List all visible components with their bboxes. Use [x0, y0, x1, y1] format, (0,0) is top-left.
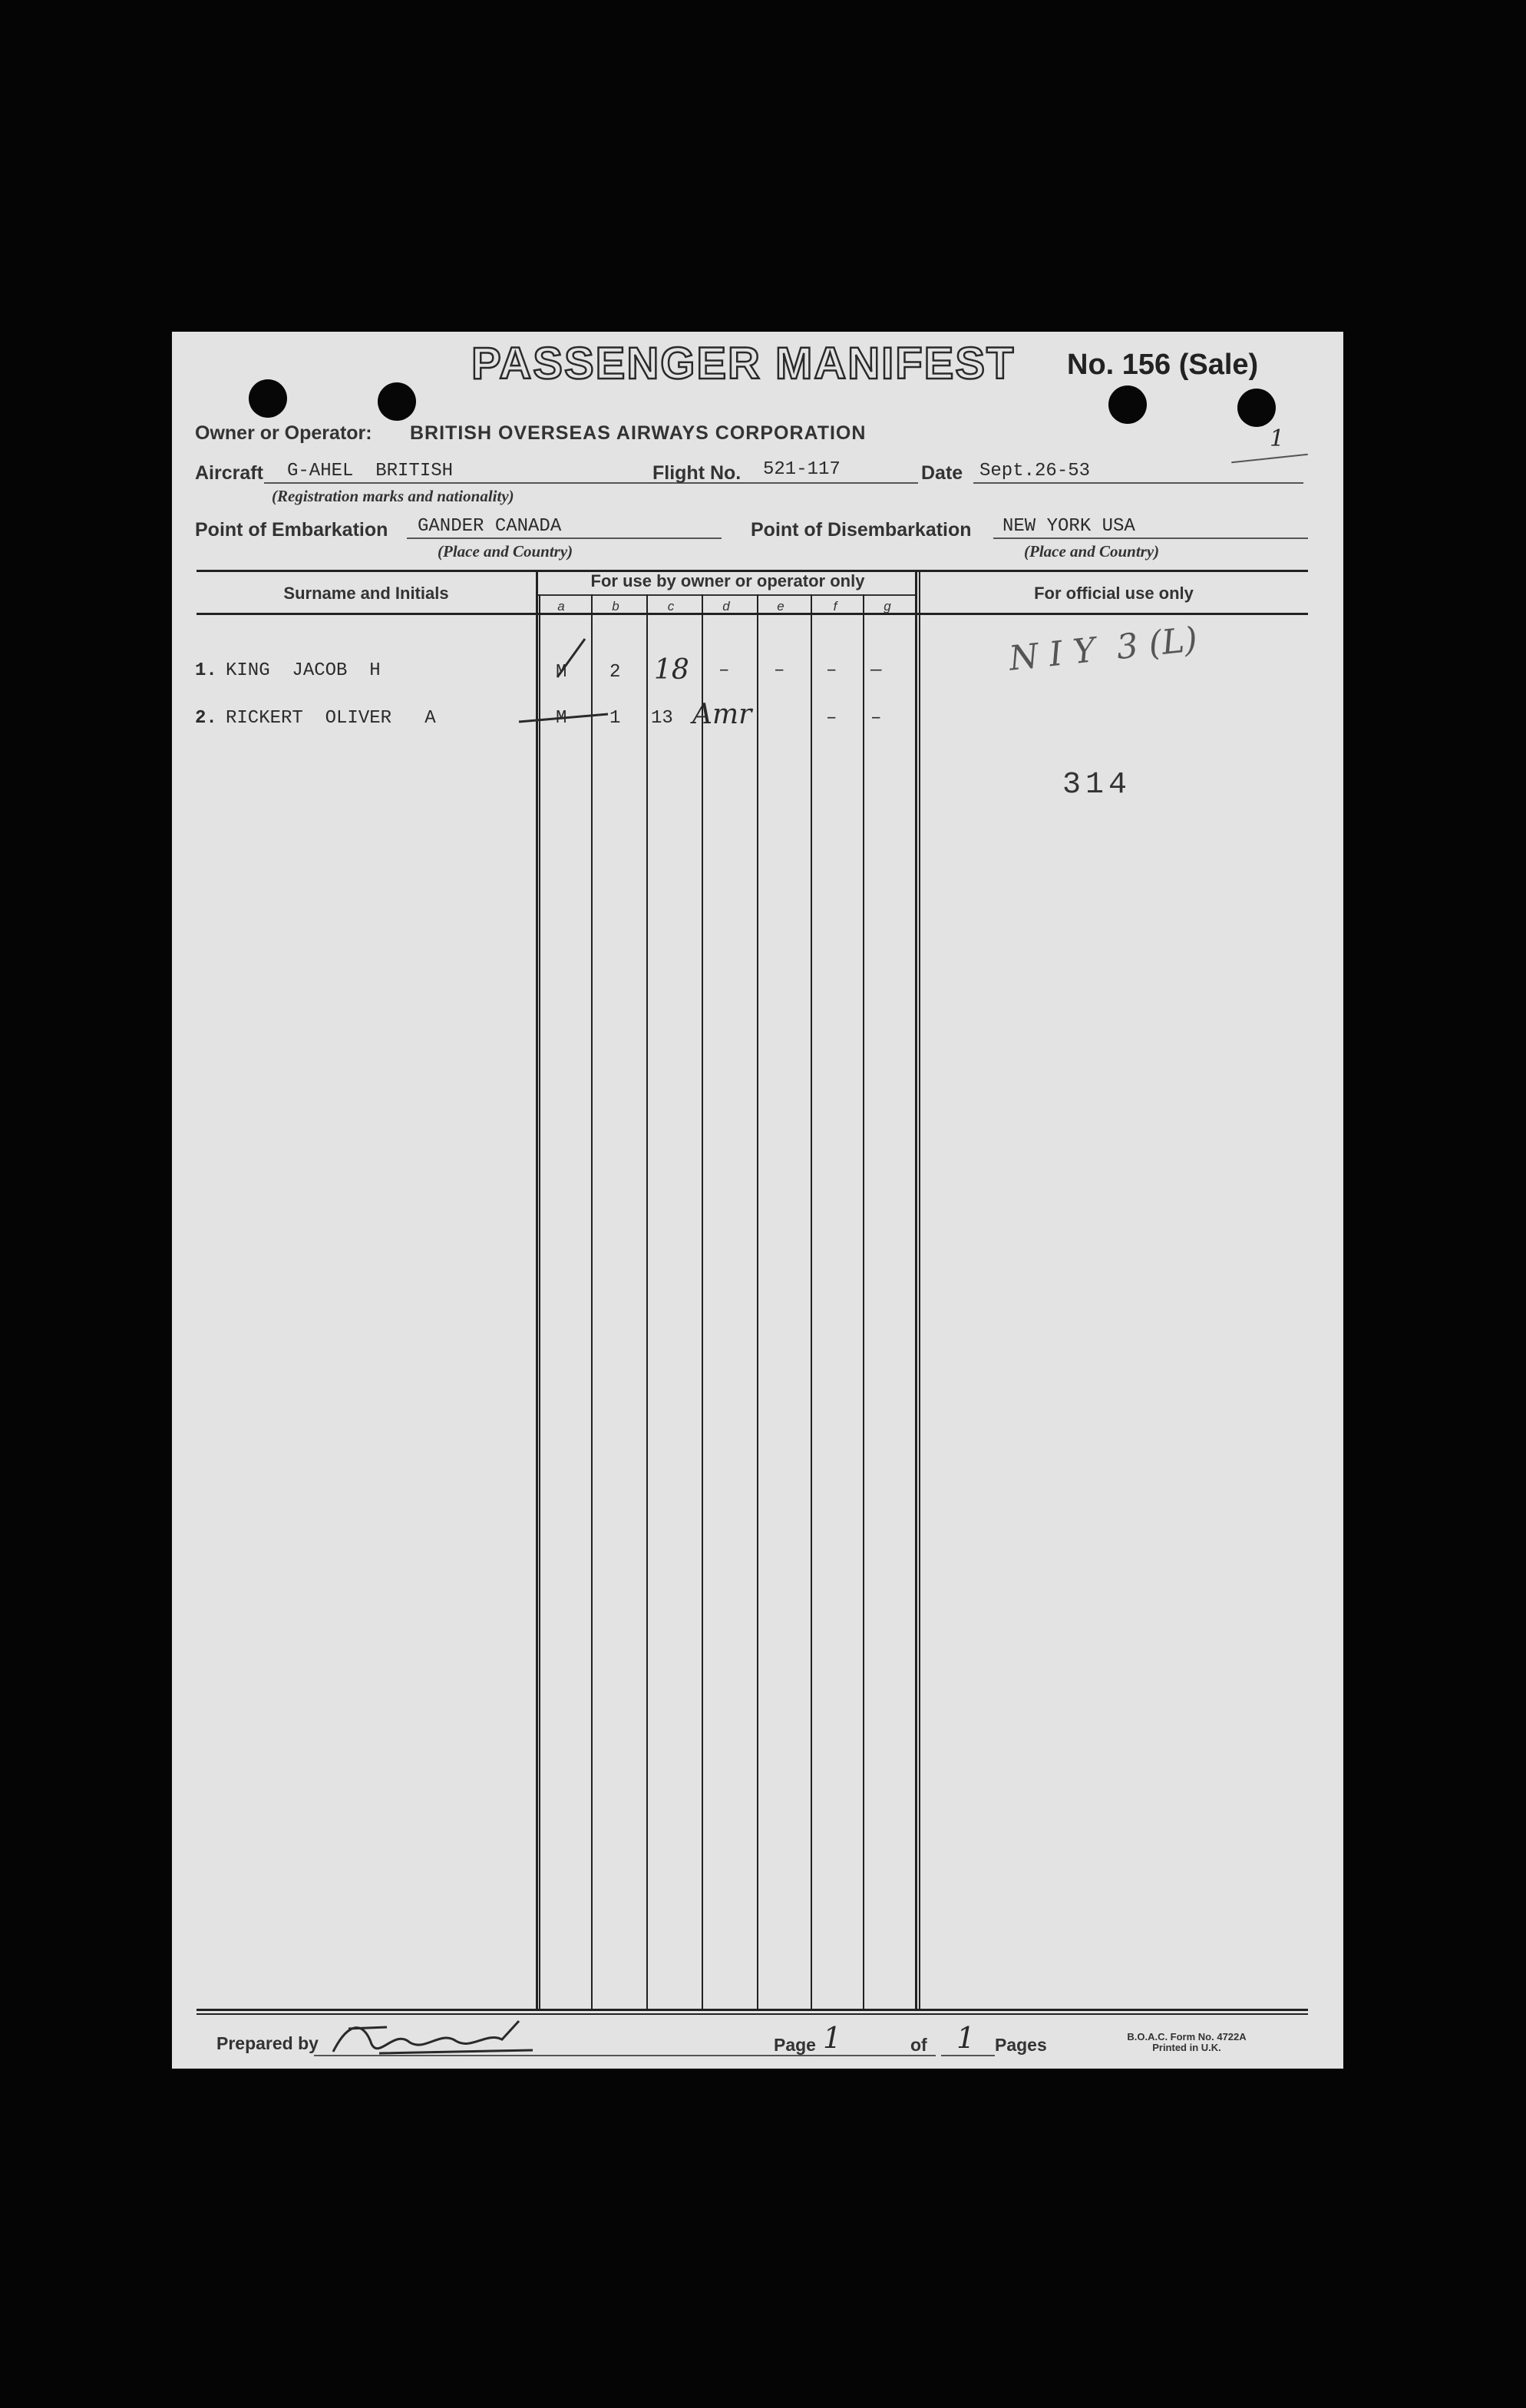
signature-stroke — [333, 2021, 533, 2053]
corner-stroke — [1231, 454, 1308, 463]
disembarkation-caption: (Place and Country) — [1024, 542, 1160, 561]
col-header-name: Surname and Initials — [283, 584, 449, 603]
punch-hole-right-1 — [1108, 385, 1147, 424]
disembarkation-value: NEW YORK USA — [1002, 516, 1135, 537]
prepared-label: Prepared by — [216, 2033, 319, 2053]
cell-c: 18 — [654, 654, 689, 686]
flight-underline — [758, 482, 918, 484]
cell-b: 1 — [609, 708, 621, 729]
disembarkation-underline — [993, 538, 1308, 539]
col-rule-c — [702, 594, 703, 2010]
subcol-d: d — [722, 599, 730, 614]
punch-hole-left-1 — [249, 379, 287, 418]
date-underline — [973, 482, 1303, 484]
col-rule-name-double — [539, 594, 540, 2010]
col-rule-d — [757, 594, 758, 2010]
row-number: 2. — [195, 708, 217, 729]
subcol-b: b — [612, 599, 619, 614]
corner-mark: 1 — [1270, 425, 1285, 452]
cell-a: M — [556, 662, 567, 683]
cell-d: – — [718, 660, 730, 681]
aircraft-label: Aircraft — [195, 462, 263, 484]
date-value: Sept.26-53 — [979, 461, 1091, 481]
col-rule-g — [915, 570, 917, 2010]
form-title: PASSENGER MANIFEST — [471, 339, 1016, 389]
col-rule-e — [811, 594, 812, 2010]
form-number: No. 156 (Sale) — [1067, 349, 1259, 381]
form-reference-line2: Printed in U.K. — [1152, 2042, 1221, 2053]
handwritten-marks — [502, 616, 702, 739]
col-rule-f — [863, 594, 864, 2010]
page-total: 1 — [956, 2021, 976, 2055]
cell-b: 2 — [609, 662, 621, 683]
col-rule-name — [536, 570, 538, 2010]
official-annotation: N I Y 3 (L) — [1007, 620, 1200, 679]
cell-f: – — [826, 708, 837, 729]
form-reference — [1110, 2032, 1263, 2053]
col-header-official: For official use only — [1034, 584, 1194, 603]
punch-hole-left-2 — [378, 382, 416, 421]
check-mark-stroke — [557, 639, 585, 677]
passenger-name: KING JACOB H — [226, 660, 381, 681]
cell-c: 13 — [651, 708, 673, 729]
subcol-a: a — [557, 599, 565, 614]
col-rule-official-double — [919, 570, 920, 2010]
col-rule-a — [591, 594, 593, 2010]
cell-f: – — [826, 660, 837, 681]
of-label: of — [910, 2035, 927, 2055]
embarkation-value: GANDER CANADA — [418, 516, 562, 537]
aircraft-value: G-AHEL BRITISH — [287, 461, 454, 481]
page-number: 1 — [823, 2021, 842, 2055]
row-number: 1. — [195, 660, 217, 681]
embarkation-underline — [407, 538, 722, 539]
flight-value: 521-117 — [763, 459, 841, 480]
col-rule-b — [646, 594, 648, 2010]
prepared-underline — [314, 2055, 936, 2056]
strike-stroke — [519, 714, 608, 722]
owner-subheader-rule — [536, 594, 917, 596]
official-number: 314 — [1062, 768, 1132, 802]
page-total-underline — [941, 2055, 995, 2056]
embarkation-caption: (Place and Country) — [438, 542, 573, 561]
owner-value: BRITISH OVERSEAS AIRWAYS CORPORATION — [410, 422, 867, 444]
page-label: Page — [774, 2035, 816, 2055]
subcol-e: e — [777, 599, 784, 614]
passenger-name: RICKERT OLIVER A — [226, 708, 436, 729]
footer-rule — [197, 2009, 1308, 2011]
aircraft-caption: (Registration marks and nationality) — [272, 487, 514, 505]
col-header-owner: For use by owner or operator only — [590, 571, 865, 590]
manifest-page — [172, 332, 1343, 2069]
pages-label: Pages — [995, 2035, 1047, 2055]
cell-g: – — [870, 708, 882, 729]
subcol-g: g — [884, 599, 891, 614]
subcol-f: f — [833, 599, 837, 614]
punch-hole-right-2 — [1237, 389, 1276, 427]
flight-label: Flight No. — [652, 462, 742, 484]
owner-label: Owner or Operator: — [195, 422, 372, 444]
cell-g: — — [870, 660, 882, 681]
embarkation-label: Point of Embarkation — [195, 519, 388, 541]
cell-e: – — [774, 660, 785, 681]
table-header-rule — [197, 613, 1308, 615]
cell-a: M — [556, 708, 567, 729]
disembarkation-label: Point of Disembarkation — [751, 519, 972, 541]
subcol-c: c — [667, 599, 675, 614]
form-reference-line1: B.O.A.C. Form No. 4722A — [1127, 2031, 1247, 2043]
cell-d: Amr — [692, 699, 752, 730]
date-label: Date — [921, 462, 963, 484]
